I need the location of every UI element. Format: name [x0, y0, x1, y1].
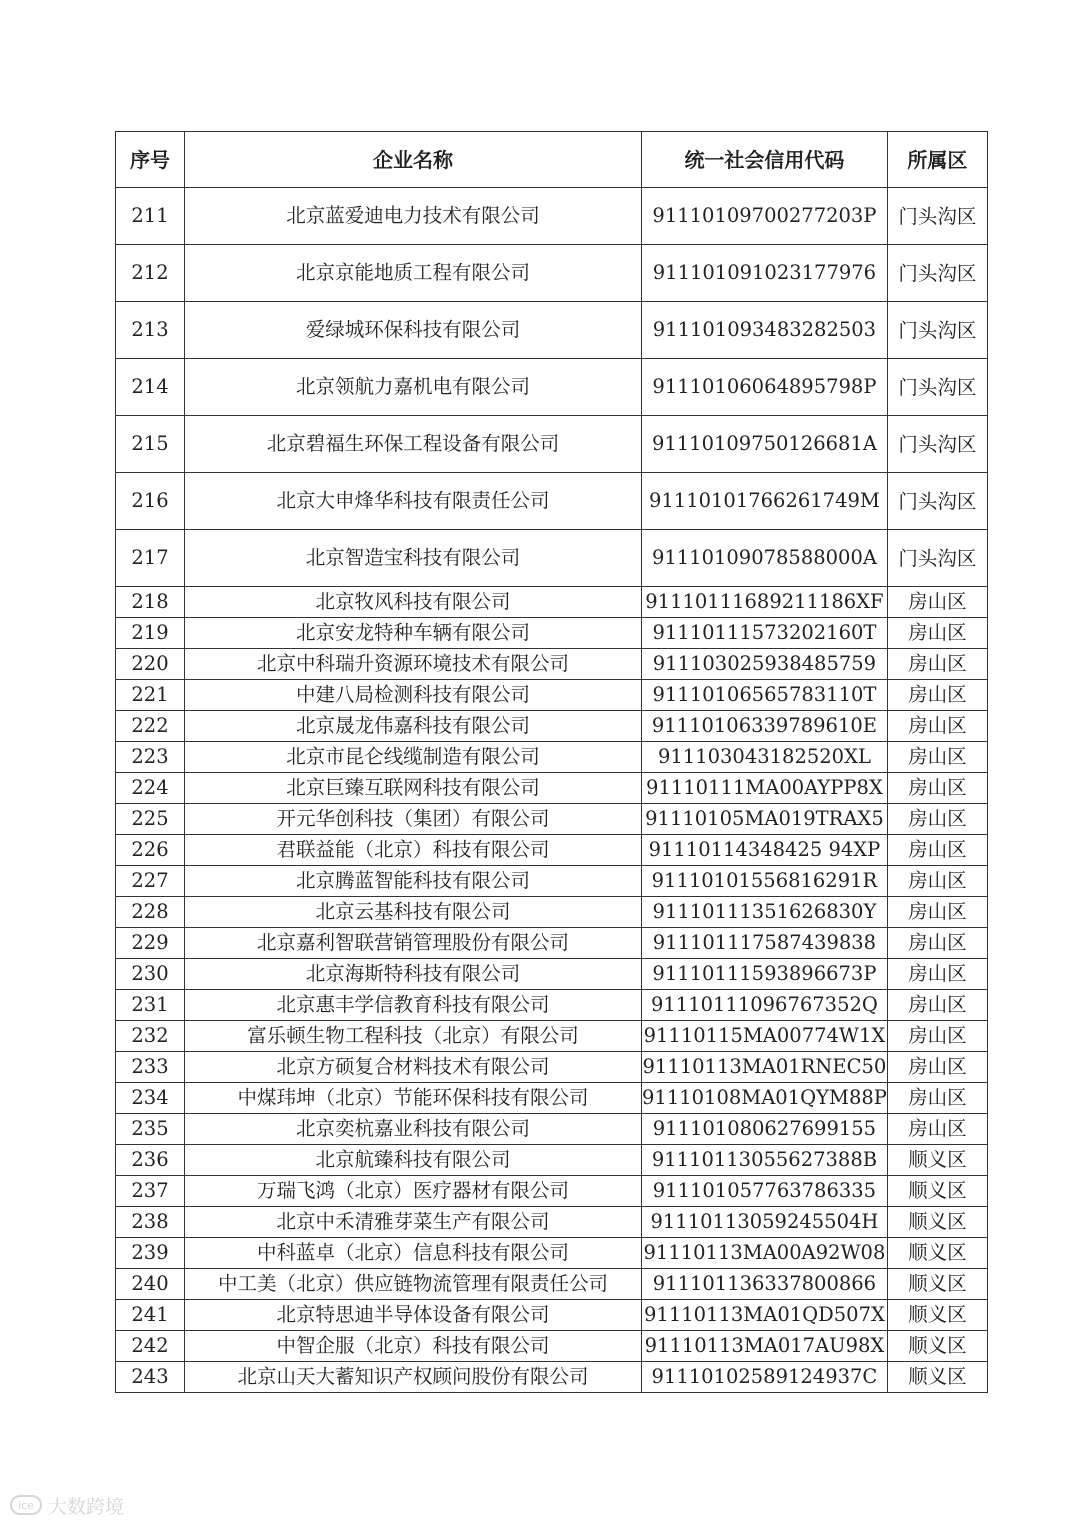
table-row — [116, 1362, 988, 1393]
table-row — [116, 680, 988, 711]
row-credit-code: 91110114348425 94XP — [642, 835, 888, 866]
row-serial-number: 224 — [116, 773, 185, 804]
row-company-name: 万瑞飞鸿（北京）医疗器材有限公司 — [185, 1176, 642, 1207]
row-serial-number: 237 — [116, 1176, 185, 1207]
row-serial-number: 226 — [116, 835, 185, 866]
row-company-name: 北京海斯特科技有限公司 — [185, 959, 642, 990]
row-credit-code: 91110106339789610E — [642, 711, 888, 742]
row-credit-code: 91110111351626830Y — [642, 897, 888, 928]
watermark-text: 大数跨境 — [48, 1495, 125, 1518]
row-serial-number: 215 — [116, 416, 185, 473]
row-credit-code: 911101117587439838 — [642, 928, 888, 959]
row-company-name: 北京中科瑞升资源环境技术有限公司 — [185, 649, 642, 680]
row-serial-number: 217 — [116, 530, 185, 587]
row-serial-number: 216 — [116, 473, 185, 530]
row-credit-code: 91110108MA01QYM88P — [642, 1083, 888, 1114]
row-district: 房山区 — [887, 618, 987, 649]
row-company-name: 北京牧风科技有限公司 — [185, 587, 642, 618]
row-company-name: 君联益能（北京）科技有限公司 — [185, 835, 642, 866]
table-row — [116, 1238, 988, 1269]
enterprise-table — [115, 131, 988, 1393]
row-serial-number: 232 — [116, 1021, 185, 1052]
row-credit-code: 91110106565783110T — [642, 680, 888, 711]
row-district: 房山区 — [887, 928, 987, 959]
row-company-name: 中智企服（北京）科技有限公司 — [185, 1331, 642, 1362]
row-serial-number: 212 — [116, 245, 185, 302]
row-district: 顺义区 — [887, 1176, 987, 1207]
table-row — [116, 928, 988, 959]
row-district: 房山区 — [887, 742, 987, 773]
row-serial-number: 243 — [116, 1362, 185, 1393]
row-credit-code: 911101080627699155 — [642, 1114, 888, 1145]
row-credit-code: 91110111689211186XF — [642, 587, 888, 618]
table-header-row — [116, 132, 988, 188]
row-district: 门头沟区 — [887, 530, 987, 587]
row-company-name: 中科蓝卓（北京）信息科技有限公司 — [185, 1238, 642, 1269]
table-row — [116, 188, 988, 245]
row-company-name: 中工美（北京）供应链物流管理有限责任公司 — [185, 1269, 642, 1300]
table-row — [116, 1145, 988, 1176]
row-company-name: 开元华创科技（集团）有限公司 — [185, 804, 642, 835]
row-serial-number: 242 — [116, 1331, 185, 1362]
row-district: 房山区 — [887, 711, 987, 742]
row-serial-number: 220 — [116, 649, 185, 680]
row-credit-code: 911101136337800866 — [642, 1269, 888, 1300]
row-credit-code: 91110101556816291R — [642, 866, 888, 897]
table-row — [116, 866, 988, 897]
row-serial-number: 236 — [116, 1145, 185, 1176]
table-row — [116, 897, 988, 928]
row-credit-code: 91110111593896673P — [642, 959, 888, 990]
row-serial-number: 238 — [116, 1207, 185, 1238]
table-row — [116, 1331, 988, 1362]
row-serial-number: 230 — [116, 959, 185, 990]
row-company-name: 北京京能地质工程有限公司 — [185, 245, 642, 302]
row-serial-number: 239 — [116, 1238, 185, 1269]
row-district: 顺义区 — [887, 1238, 987, 1269]
table-row — [116, 416, 988, 473]
row-district: 房山区 — [887, 866, 987, 897]
row-serial-number: 241 — [116, 1300, 185, 1331]
row-district: 房山区 — [887, 1021, 987, 1052]
row-company-name: 北京山天大蓄知识产权顾问股份有限公司 — [185, 1362, 642, 1393]
row-serial-number: 228 — [116, 897, 185, 928]
table-row — [116, 649, 988, 680]
row-district: 房山区 — [887, 897, 987, 928]
row-district: 门头沟区 — [887, 473, 987, 530]
table-row — [116, 773, 988, 804]
table-row — [116, 1114, 988, 1145]
table-row — [116, 835, 988, 866]
row-serial-number: 221 — [116, 680, 185, 711]
table-row — [116, 1300, 988, 1331]
table-body — [116, 188, 988, 1393]
row-district: 门头沟区 — [887, 188, 987, 245]
row-district: 顺义区 — [887, 1362, 987, 1393]
row-credit-code: 911101093483282503 — [642, 302, 888, 359]
row-serial-number: 222 — [116, 711, 185, 742]
row-district: 门头沟区 — [887, 302, 987, 359]
table-row — [116, 587, 988, 618]
row-serial-number: 233 — [116, 1052, 185, 1083]
row-district: 房山区 — [887, 1083, 987, 1114]
row-district: 房山区 — [887, 649, 987, 680]
row-serial-number: 211 — [116, 188, 185, 245]
row-credit-code: 911103025938485759 — [642, 649, 888, 680]
row-company-name: 北京智造宝科技有限公司 — [185, 530, 642, 587]
row-credit-code: 91110111MA00AYPP8X — [642, 773, 888, 804]
row-district: 顺义区 — [887, 1269, 987, 1300]
row-serial-number: 227 — [116, 866, 185, 897]
row-credit-code: 91110115MA00774W1X — [642, 1021, 888, 1052]
row-serial-number: 213 — [116, 302, 185, 359]
row-company-name: 中煤玮坤（北京）节能环保科技有限公司 — [185, 1083, 642, 1114]
row-district: 房山区 — [887, 1114, 987, 1145]
row-district: 房山区 — [887, 587, 987, 618]
row-district: 房山区 — [887, 990, 987, 1021]
table-row — [116, 742, 988, 773]
table-row — [116, 473, 988, 530]
row-serial-number: 214 — [116, 359, 185, 416]
row-credit-code: 911101091023177976 — [642, 245, 888, 302]
row-company-name: 爱绿城环保科技有限公司 — [185, 302, 642, 359]
row-company-name: 北京大申烽华科技有限责任公司 — [185, 473, 642, 530]
row-credit-code: 91110101766261749M — [642, 473, 888, 530]
row-company-name: 北京中禾清雅芽菜生产有限公司 — [185, 1207, 642, 1238]
row-serial-number: 235 — [116, 1114, 185, 1145]
row-serial-number: 240 — [116, 1269, 185, 1300]
row-district: 顺义区 — [887, 1331, 987, 1362]
row-credit-code: 91110113MA01QD507X — [642, 1300, 888, 1331]
row-district: 房山区 — [887, 773, 987, 804]
row-company-name: 北京腾蓝智能科技有限公司 — [185, 866, 642, 897]
row-serial-number: 229 — [116, 928, 185, 959]
row-district: 门头沟区 — [887, 416, 987, 473]
row-district: 房山区 — [887, 680, 987, 711]
table-row — [116, 1052, 988, 1083]
row-serial-number: 218 — [116, 587, 185, 618]
row-credit-code: 91110102589124937C — [642, 1362, 888, 1393]
table-row — [116, 618, 988, 649]
row-company-name: 北京惠丰学信教育科技有限公司 — [185, 990, 642, 1021]
row-company-name: 北京碧福生环保工程设备有限公司 — [185, 416, 642, 473]
row-credit-code: 91110113055627388B — [642, 1145, 888, 1176]
row-credit-code: 91110106064895798P — [642, 359, 888, 416]
row-company-name: 北京安龙特种车辆有限公司 — [185, 618, 642, 649]
row-credit-code: 911103043182520XL — [642, 742, 888, 773]
table-row — [116, 1207, 988, 1238]
row-serial-number: 225 — [116, 804, 185, 835]
watermark — [10, 1490, 150, 1520]
row-district: 门头沟区 — [887, 359, 987, 416]
row-company-name: 北京特思迪半导体设备有限公司 — [185, 1300, 642, 1331]
row-credit-code: 91110111096767352Q — [642, 990, 888, 1021]
row-company-name: 北京航臻科技有限公司 — [185, 1145, 642, 1176]
table-row — [116, 530, 988, 587]
row-company-name: 中建八局检测科技有限公司 — [185, 680, 642, 711]
row-credit-code: 91110113MA00A92W08 — [642, 1238, 888, 1269]
row-company-name: 北京蓝爱迪电力技术有限公司 — [185, 188, 642, 245]
row-company-name: 北京领航力嘉机电有限公司 — [185, 359, 642, 416]
row-credit-code: 911101057763786335 — [642, 1176, 888, 1207]
row-district: 顺义区 — [887, 1145, 987, 1176]
row-credit-code: 91110109078588000A — [642, 530, 888, 587]
header-serial-number: 序号 — [116, 132, 185, 188]
row-company-name: 富乐顿生物工程科技（北京）有限公司 — [185, 1021, 642, 1052]
table-row — [116, 359, 988, 416]
table-row — [116, 1021, 988, 1052]
row-company-name: 北京晟龙伟嘉科技有限公司 — [185, 711, 642, 742]
row-credit-code: 91110109750126681A — [642, 416, 888, 473]
header-district: 所属区 — [887, 132, 987, 188]
row-credit-code: 91110113MA01RNEC50 — [642, 1052, 888, 1083]
table-row — [116, 711, 988, 742]
row-credit-code: 91110109700277203P — [642, 188, 888, 245]
row-company-name: 北京奕杭嘉业科技有限公司 — [185, 1114, 642, 1145]
row-company-name: 北京云基科技有限公司 — [185, 897, 642, 928]
row-district: 顺义区 — [887, 1207, 987, 1238]
table-row — [116, 245, 988, 302]
row-company-name: 北京市昆仑线缆制造有限公司 — [185, 742, 642, 773]
table-row — [116, 804, 988, 835]
watermark-logo-icon: ice — [10, 1495, 42, 1515]
row-company-name: 北京嘉利智联营销管理股份有限公司 — [185, 928, 642, 959]
row-serial-number: 234 — [116, 1083, 185, 1114]
table-row — [116, 1176, 988, 1207]
row-district: 房山区 — [887, 959, 987, 990]
table-row — [116, 1083, 988, 1114]
header-credit-code: 统一社会信用代码 — [642, 132, 888, 188]
row-district: 房山区 — [887, 835, 987, 866]
row-district: 顺义区 — [887, 1300, 987, 1331]
row-serial-number: 231 — [116, 990, 185, 1021]
row-district: 房山区 — [887, 804, 987, 835]
row-credit-code: 91110111573202160T — [642, 618, 888, 649]
row-company-name: 北京巨臻互联网科技有限公司 — [185, 773, 642, 804]
table-row — [116, 302, 988, 359]
row-credit-code: 91110105MA019TRAX5 — [642, 804, 888, 835]
header-company-name: 企业名称 — [185, 132, 642, 188]
table-row — [116, 1269, 988, 1300]
row-district: 房山区 — [887, 1052, 987, 1083]
table-row — [116, 959, 988, 990]
row-serial-number: 223 — [116, 742, 185, 773]
table-row — [116, 990, 988, 1021]
row-credit-code: 91110113059245504H — [642, 1207, 888, 1238]
row-district: 门头沟区 — [887, 245, 987, 302]
row-company-name: 北京方硕复合材料技术有限公司 — [185, 1052, 642, 1083]
row-serial-number: 219 — [116, 618, 185, 649]
row-credit-code: 91110113MA017AU98X — [642, 1331, 888, 1362]
